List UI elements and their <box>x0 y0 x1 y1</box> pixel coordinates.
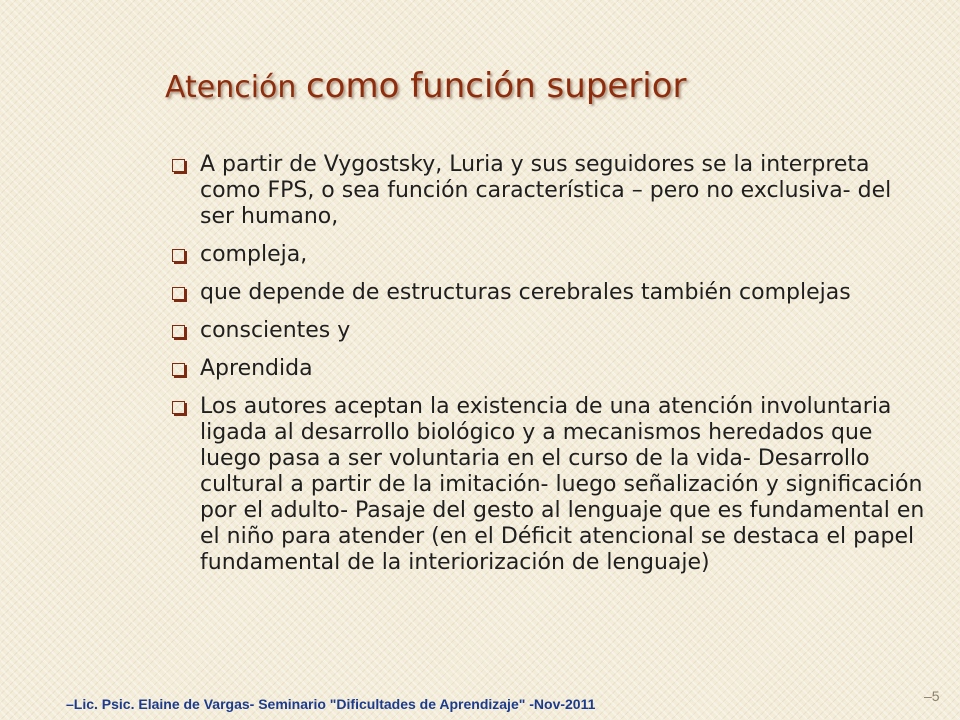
page-number: –5 <box>924 688 940 704</box>
slide-title-part1: Atención <box>165 70 306 105</box>
square-bullet-icon <box>172 401 185 414</box>
slide-title <box>165 66 925 106</box>
square-bullet-icon <box>172 287 185 300</box>
footer-text: –Lic. Psic. Elaine de Vargas- Seminario "Dificultades de Aprendizaje" -Nov-2011 <box>66 696 596 712</box>
square-bullet-icon <box>172 159 185 172</box>
bullet-list <box>170 152 930 588</box>
bullet-text: A partir de Vygostsky, Luria y sus seguidores se la interpreta como FPS, o sea función característica – pero no exclusiva- del ser humano, <box>200 152 892 229</box>
list-item <box>170 152 930 230</box>
slide-title-part2: como función superior <box>305 66 687 106</box>
bullet-text: Aprendida <box>200 356 313 381</box>
list-item <box>170 318 930 344</box>
square-bullet-icon <box>172 249 185 262</box>
list-item <box>170 394 930 576</box>
square-bullet-icon <box>172 325 185 338</box>
bullet-text: compleja, <box>200 242 308 267</box>
bullet-text: que depende de estructuras cerebrales también complejas <box>200 280 851 305</box>
bullet-text: Los autores aceptan la existencia de una atención involuntaria ligada al desarrollo biológico y a mecanismos heredados que luego pasa a ser voluntaria en el curso de la vida- Desarrollo cultural a partir de la imitación- luego señalización y significación por el adulto- Pasaje del gesto al lenguaje que es fundamental en el niño para atender (en el Déficit atencional se destaca el papel fundamental de la interiorización de lenguaje) <box>200 394 925 575</box>
bullet-text: conscientes y <box>200 318 351 343</box>
list-item <box>170 242 930 268</box>
list-item <box>170 356 930 382</box>
list-item <box>170 280 930 306</box>
square-bullet-icon <box>172 363 185 376</box>
